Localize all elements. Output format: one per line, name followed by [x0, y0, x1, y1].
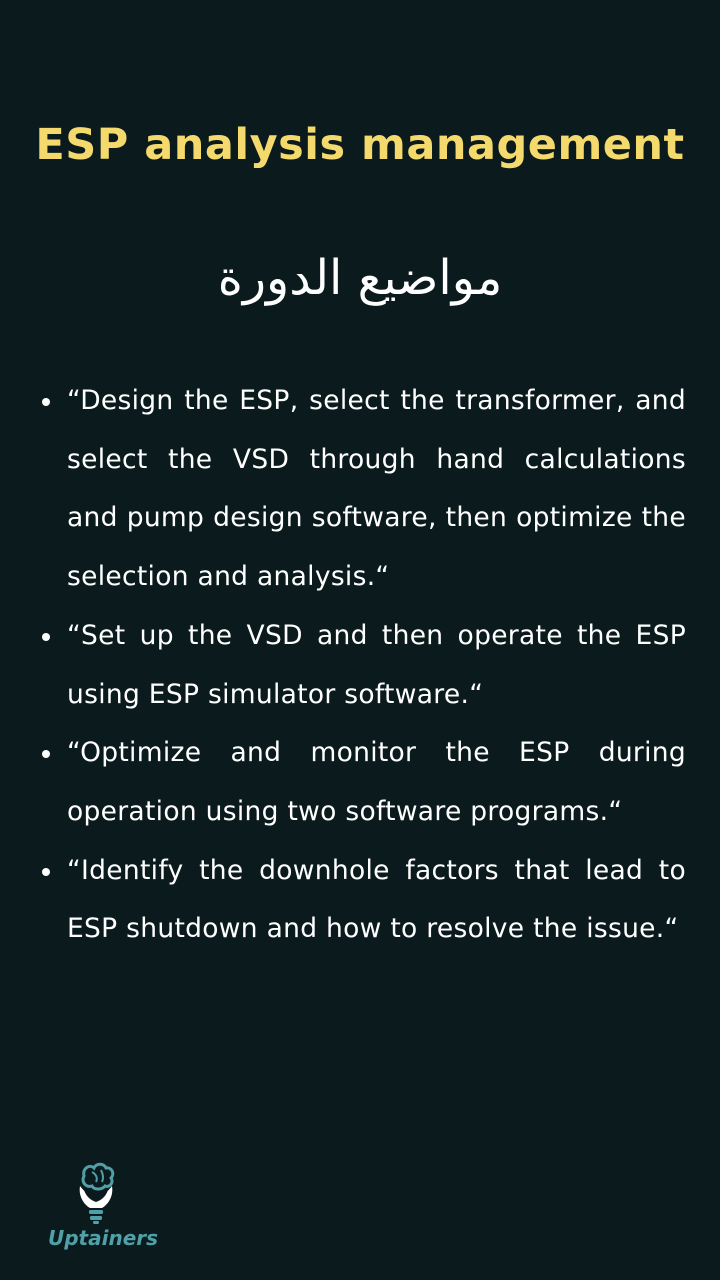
- topic-item: [40, 842, 686, 959]
- brand-name: Uptainers: [48, 1226, 159, 1250]
- bullet-icon: [42, 750, 50, 758]
- topic-text: “Design the ESP, select the transformer, and select the VSD through hand calculations and pump design software, then optimize the selection and analysis.“: [67, 385, 686, 593]
- page-title: ESP analysis management: [35, 120, 685, 170]
- topic-text: “Set up the VSD and then operate the ESP using ESP simulator software.“: [67, 619, 686, 710]
- topic-item: [40, 372, 686, 607]
- bullet-icon: [42, 398, 50, 406]
- bullet-icon: [42, 633, 50, 641]
- topic-text: “Optimize and monitor the ESP during operation using two software programs.“: [67, 737, 686, 827]
- topic-item: [40, 607, 686, 724]
- topic-list: [40, 372, 686, 959]
- lightbulb-brain-icon: [74, 1162, 118, 1226]
- brand-logo: [44, 1158, 159, 1258]
- topic-text: “Identify the downhole factors that lead to ESP shutdown and how to resolve the issue.“: [67, 854, 686, 945]
- topic-item: [40, 724, 686, 841]
- bullet-icon: [42, 868, 50, 876]
- arabic-subtitle: مواضيع الدورة: [217, 250, 503, 306]
